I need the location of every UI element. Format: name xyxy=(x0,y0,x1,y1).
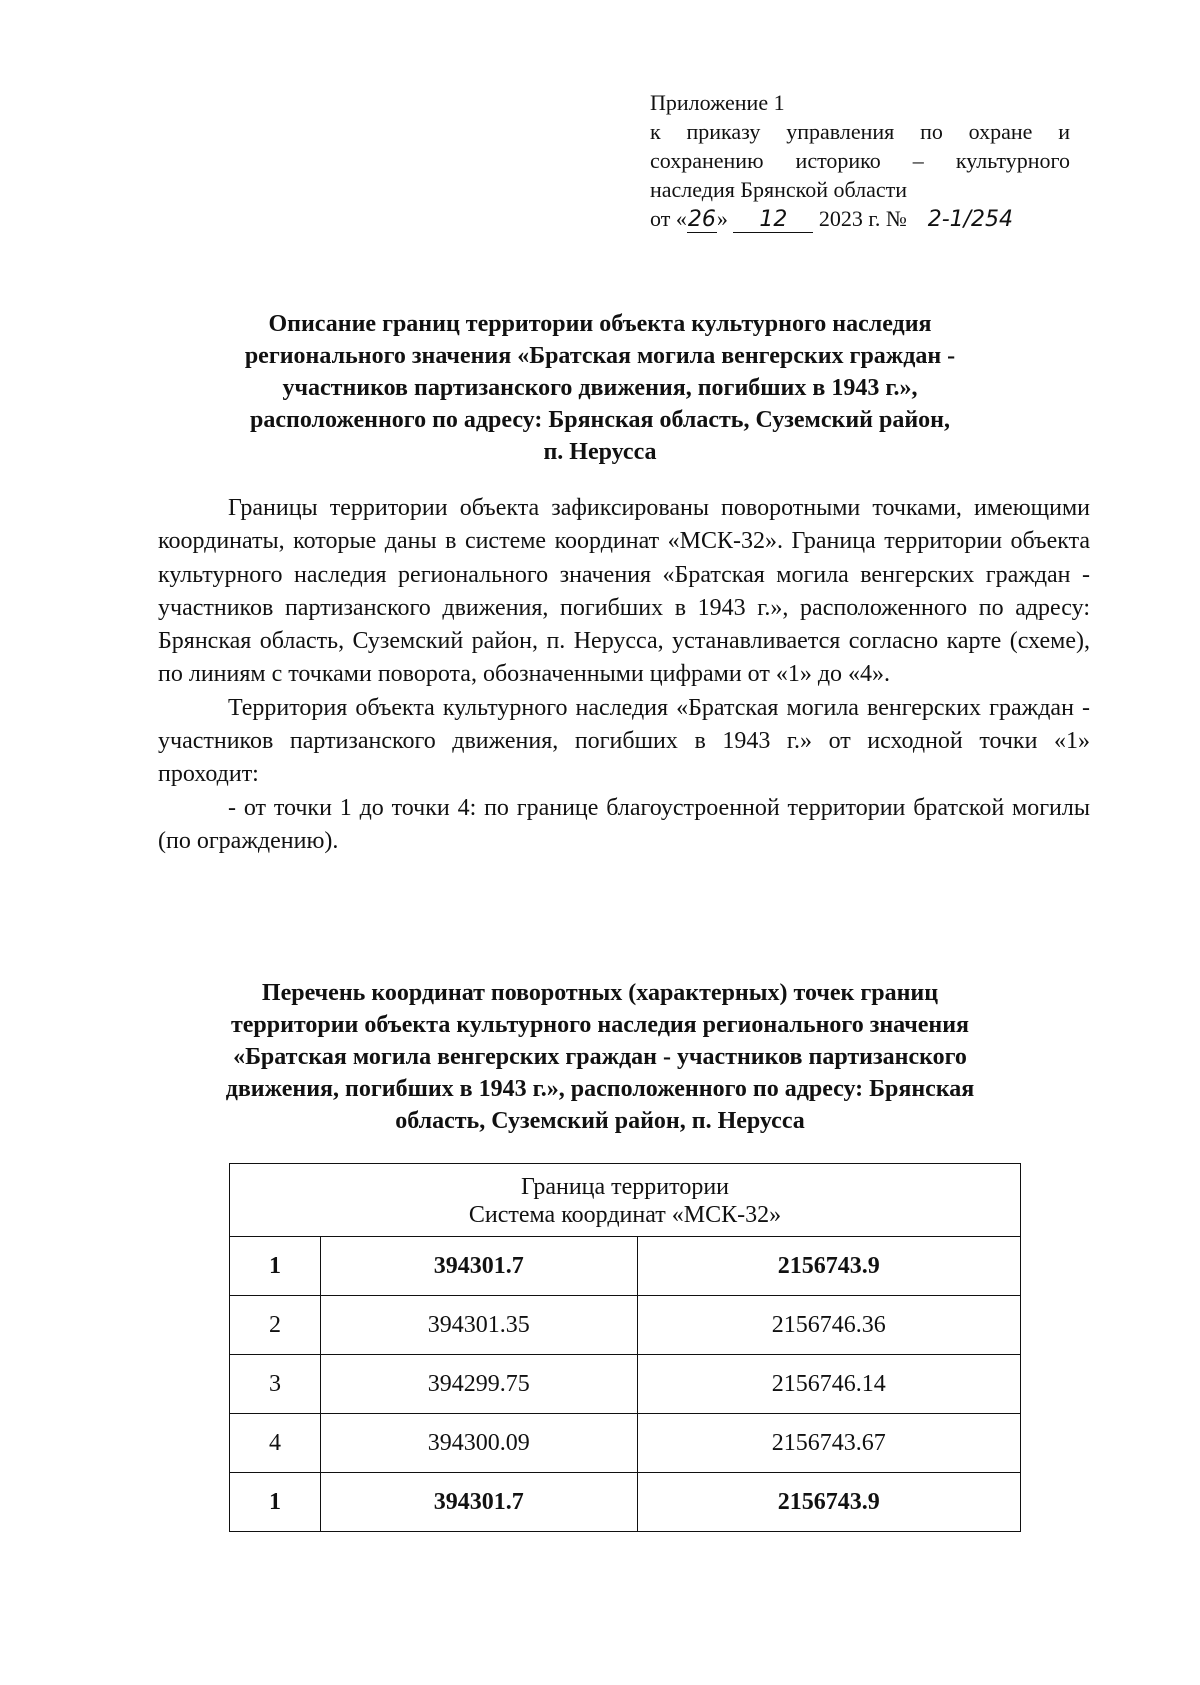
date-month: 12 xyxy=(733,208,813,233)
x-coordinate-cell: 394301.7 xyxy=(321,1473,637,1532)
coordinates-table xyxy=(229,1163,1021,1532)
table-header-line: Система координат «МСК-32» xyxy=(468,1202,782,1228)
x-coordinate-cell: 394301.35 xyxy=(321,1296,637,1355)
table-row xyxy=(230,1237,1021,1296)
description-body xyxy=(158,492,1090,858)
description-title-line: регионального значения «Братская могила венгерских граждан - xyxy=(244,343,956,369)
point-number-cell: 1 xyxy=(230,1473,321,1532)
appendix-header xyxy=(650,88,1070,233)
y-coordinate-cell: 2156743.9 xyxy=(637,1473,1021,1532)
coordinates-title-line: движения, погибших в 1943 г.», расположенного по адресу: Брянская xyxy=(225,1076,975,1102)
coordinates-title-line: Перечень координат поворотных (характерных) точек границ xyxy=(261,980,939,1006)
table-header-row xyxy=(230,1164,1021,1237)
date-year: 2023 г. № xyxy=(818,206,907,231)
coordinates-title xyxy=(150,977,1050,1137)
point-number-cell: 4 xyxy=(230,1414,321,1473)
appendix-title: Приложение 1 xyxy=(650,90,785,115)
description-title-line: п. Нерусса xyxy=(543,439,657,465)
table-header-line: Граница территории xyxy=(520,1174,730,1200)
table-row xyxy=(230,1355,1021,1414)
coordinates-title-line: территории объекта культурного наследия регионального значения xyxy=(230,1012,970,1038)
body-paragraph: Территория объекта культурного наследия «Братская могила венгерских граждан - участников партизанского движения, погибших в 1943 г.» от исходной точки «1» проходит: xyxy=(158,694,1090,788)
coordinates-title-line: область, Суземский район, п. Нерусса xyxy=(395,1108,805,1134)
description-title xyxy=(150,308,1050,468)
table-row xyxy=(230,1296,1021,1355)
coordinates-title-line: «Братская могила венгерских граждан - участников партизанского xyxy=(233,1044,967,1070)
description-title-line: участников партизанского движения, погибших в 1943 г.», xyxy=(282,375,918,401)
appendix-order-line: к приказу управления по охране и xyxy=(650,119,1070,144)
point-number-cell: 3 xyxy=(230,1355,321,1414)
description-title-line: расположенного по адресу: Брянская область, Суземский район, xyxy=(250,407,950,433)
appendix-date-line xyxy=(650,204,1070,233)
date-mid: » xyxy=(716,206,728,231)
point-number-cell: 1 xyxy=(230,1237,321,1296)
x-coordinate-cell: 394300.09 xyxy=(321,1414,637,1473)
table-row xyxy=(230,1473,1021,1532)
body-paragraph: - от точки 1 до точки 4: по границе благоустроенной территории братской могилы (по ограждению). xyxy=(158,794,1090,854)
x-coordinate-cell: 394301.7 xyxy=(321,1237,637,1296)
y-coordinate-cell: 2156746.14 xyxy=(637,1355,1021,1414)
order-number: 2-1/254 xyxy=(927,207,1014,232)
description-title-line: Описание границ территории объекта культурного наследия xyxy=(268,311,932,337)
date-day: 26 xyxy=(687,207,716,232)
y-coordinate-cell: 2156743.9 xyxy=(637,1237,1021,1296)
point-number-cell: 2 xyxy=(230,1296,321,1355)
x-coordinate-cell: 394299.75 xyxy=(321,1355,637,1414)
y-coordinate-cell: 2156743.67 xyxy=(637,1414,1021,1473)
table-row xyxy=(230,1414,1021,1473)
appendix-authority-line: сохранению историко – культурного xyxy=(650,148,1070,173)
date-prefix: от « xyxy=(650,206,687,231)
y-coordinate-cell: 2156746.36 xyxy=(637,1296,1021,1355)
appendix-region-line: наследия Брянской области xyxy=(650,177,908,202)
body-paragraph: Границы территории объекта зафиксированы поворотными точками, имеющими координаты, которые даны в системе координат «МСК-32». Граница территории объекта культурного наследия регионального значения «Братская могила венгерских граждан - участников партизанского движения, погибших в 1943 г.», расположенного по адресу: Брянская область, Суземский район, п. Нерусса, устанавливается согласно карте (схеме), по линиям с точками поворота, обозначенными цифрами от «1» до «4». xyxy=(158,495,1090,688)
table-header-cell xyxy=(230,1164,1021,1237)
